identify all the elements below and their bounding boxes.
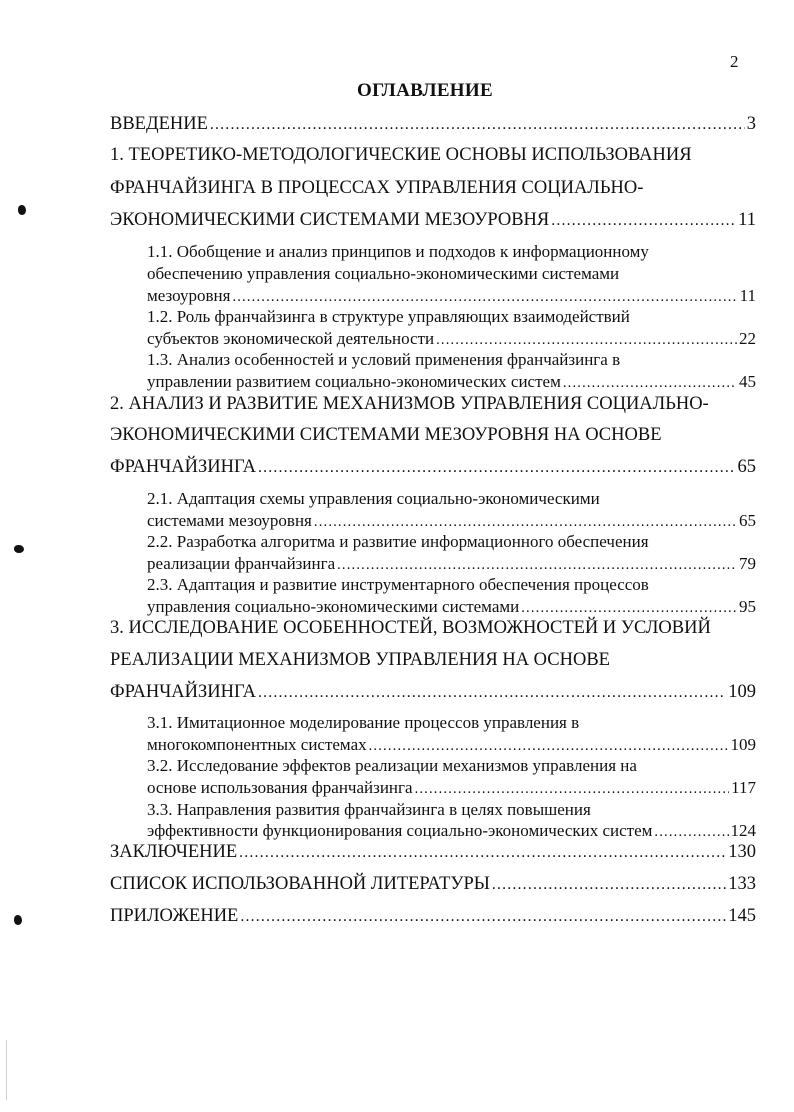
- toc-section-1-2-line-1[interactable]: 1.2. Роль франчайзинга в структуре управляющих взаимодействий: [147, 307, 630, 326]
- toc-section-2-3-line-1[interactable]: 2.3. Адаптация и развитие инструментарного обеспечения процессов: [147, 575, 649, 594]
- toc-entry-label: реализации франчайзинга: [147, 554, 336, 573]
- toc-page-number: 22: [739, 329, 756, 348]
- toc-page-number: 95: [739, 597, 756, 616]
- toc-entry-label: мезоуровня: [147, 286, 231, 305]
- toc-entry-label: управления социально-экономическими системами: [147, 597, 520, 616]
- toc-entry-label: управлении развитием социально-экономических систем: [147, 372, 561, 391]
- toc-page-number: 11: [739, 286, 756, 305]
- dot-leader: [239, 844, 726, 862]
- page-number: 2: [730, 52, 739, 71]
- toc-entry-label: многокомпонентных системах: [147, 735, 367, 754]
- toc-section-3-2-line-1[interactable]: 3.2. Исследование эффектов реализации механизмов управления на: [147, 756, 637, 775]
- toc-page-number: 79: [739, 554, 756, 573]
- toc-page-number: 11: [738, 210, 756, 230]
- toc-section-2-2-line-1[interactable]: 2.2. Разработка алгоритма и развитие информационного обеспечения: [147, 532, 649, 551]
- toc-section-2-1-line-1[interactable]: 2.1. Адаптация схемы управления социально-экономическими: [147, 489, 600, 508]
- dot-leader: [337, 557, 737, 574]
- toc-chapter-3-line-3[interactable]: [110, 682, 756, 703]
- toc-page-number: 130: [728, 842, 756, 862]
- toc-section-1-1-line-3[interactable]: [147, 286, 756, 306]
- dot-leader: [369, 738, 729, 755]
- toc-entry-label: системами мезоуровня: [147, 511, 312, 530]
- dot-leader: [232, 289, 737, 306]
- toc-section-3-1-line-2[interactable]: [147, 735, 756, 755]
- toc-page-number: 3: [746, 114, 756, 134]
- toc-entry-label: эффективности функционирования социально-экономических систем: [147, 821, 653, 840]
- dot-leader: [210, 116, 745, 134]
- toc-entry-label: ЗАКЛЮЧЕНИЕ: [110, 842, 238, 862]
- toc-page-number: 65: [737, 457, 756, 477]
- toc-section-1-1-line-2[interactable]: обеспечению управления социально-экономическими системами: [147, 264, 620, 283]
- toc-chapter-2-line-3[interactable]: [110, 457, 756, 478]
- toc-page-number: 109: [728, 682, 756, 702]
- toc-section-3-1-line-1[interactable]: 3.1. Имитационное моделирование процессов управления в: [147, 713, 580, 732]
- dot-leader: [240, 908, 726, 926]
- toc-chapter-2-line-2[interactable]: ЭКОНОМИЧЕСКИМИ СИСТЕМАМИ МЕЗОУРОВНЯ НА ОСНОВЕ: [110, 425, 662, 445]
- toc-page-number: 65: [739, 511, 756, 530]
- toc-section-3-3-line-1[interactable]: 3.3. Направления развития франчайзинга в целях повышения: [147, 800, 591, 819]
- toc-chapter-1-line-3[interactable]: [110, 210, 756, 231]
- dot-leader: [492, 876, 726, 894]
- toc-page-number: 145: [728, 906, 756, 926]
- dot-leader: [436, 332, 737, 349]
- toc-entry-label: ФРАНЧАЙЗИНГА: [110, 682, 257, 702]
- toc-entry-label: субъектов экономической деятельности: [147, 329, 435, 348]
- dot-leader: [314, 514, 737, 531]
- toc-chapter-1-line-2[interactable]: ФРАНЧАЙЗИНГА В ПРОЦЕССАХ УПРАВЛЕНИЯ СОЦИАЛЬНО-: [110, 178, 644, 198]
- dot-leader: [415, 781, 730, 798]
- toc-section-1-3-line-1[interactable]: 1.3. Анализ особенностей и условий применения франчайзинга в: [147, 350, 621, 369]
- dot-leader: [521, 600, 737, 617]
- toc-entry-label: СПИСОК ИСПОЛЬЗОВАННОЙ ЛИТЕРАТУРЫ: [110, 874, 490, 894]
- toc-section-3-3-line-2[interactable]: [147, 821, 756, 841]
- binder-hole-mark: [14, 915, 22, 925]
- dot-leader: [258, 684, 726, 702]
- toc-entry-label: ВВЕДЕНИЕ: [110, 114, 208, 134]
- toc-section-3-2-line-2[interactable]: [147, 778, 756, 798]
- toc-entry-label: ФРАНЧАЙЗИНГА: [110, 457, 257, 477]
- toc-entry-label: ПРИЛОЖЕНИЕ: [110, 906, 239, 926]
- toc-entry-references[interactable]: [110, 874, 756, 895]
- dot-leader: [654, 824, 728, 841]
- dot-leader: [258, 459, 735, 477]
- dot-leader: [551, 212, 736, 230]
- scan-edge-line: [6, 1040, 7, 1100]
- toc-section-2-3-line-2[interactable]: [147, 597, 756, 617]
- toc-entry-introduction[interactable]: [110, 114, 756, 135]
- toc-section-2-2-line-2[interactable]: [147, 554, 756, 574]
- toc-chapter-3-line-2[interactable]: РЕАЛИЗАЦИИ МЕХАНИЗМОВ УПРАВЛЕНИЯ НА ОСНОВЕ: [110, 650, 610, 670]
- toc-chapter-2-line-1[interactable]: 2. АНАЛИЗ И РАЗВИТИЕ МЕХАНИЗМОВ УПРАВЛЕНИЯ СОЦИАЛЬНО-: [110, 394, 709, 414]
- toc-entry-conclusion[interactable]: [110, 842, 756, 863]
- toc-chapter-1-line-1[interactable]: 1. ТЕОРЕТИКО-МЕТОДОЛОГИЧЕСКИЕ ОСНОВЫ ИСПОЛЬЗОВАНИЯ: [110, 145, 692, 165]
- toc-entry-label: основе использования франчайзинга: [147, 778, 413, 797]
- dot-leader: [563, 375, 737, 392]
- toc-page-number: 124: [730, 821, 756, 840]
- toc-page-number: 117: [731, 778, 756, 797]
- toc-section-2-1-line-2[interactable]: [147, 511, 756, 531]
- binder-hole-mark: [18, 205, 26, 215]
- toc-section-1-2-line-2[interactable]: [147, 329, 756, 349]
- toc-entry-appendix[interactable]: [110, 906, 756, 927]
- toc-chapter-3-line-1[interactable]: 3. ИССЛЕДОВАНИЕ ОСОБЕННОСТЕЙ, ВОЗМОЖНОСТЕЙ И УСЛОВИЙ: [110, 618, 711, 638]
- toc-section-1-3-line-2[interactable]: [147, 372, 756, 392]
- toc-page-number: 133: [728, 874, 756, 894]
- toc-entry-label: ЭКОНОМИЧЕСКИМИ СИСТЕМАМИ МЕЗОУРОВНЯ: [110, 210, 550, 230]
- toc-page-number: 109: [730, 735, 756, 754]
- binder-hole-mark: [14, 545, 24, 553]
- page-title: ОГЛАВЛЕНИЕ: [357, 80, 493, 101]
- toc-section-1-1-line-1[interactable]: 1.1. Обобщение и анализ принципов и подходов к информационному: [147, 242, 649, 261]
- toc-page-number: 45: [739, 372, 756, 391]
